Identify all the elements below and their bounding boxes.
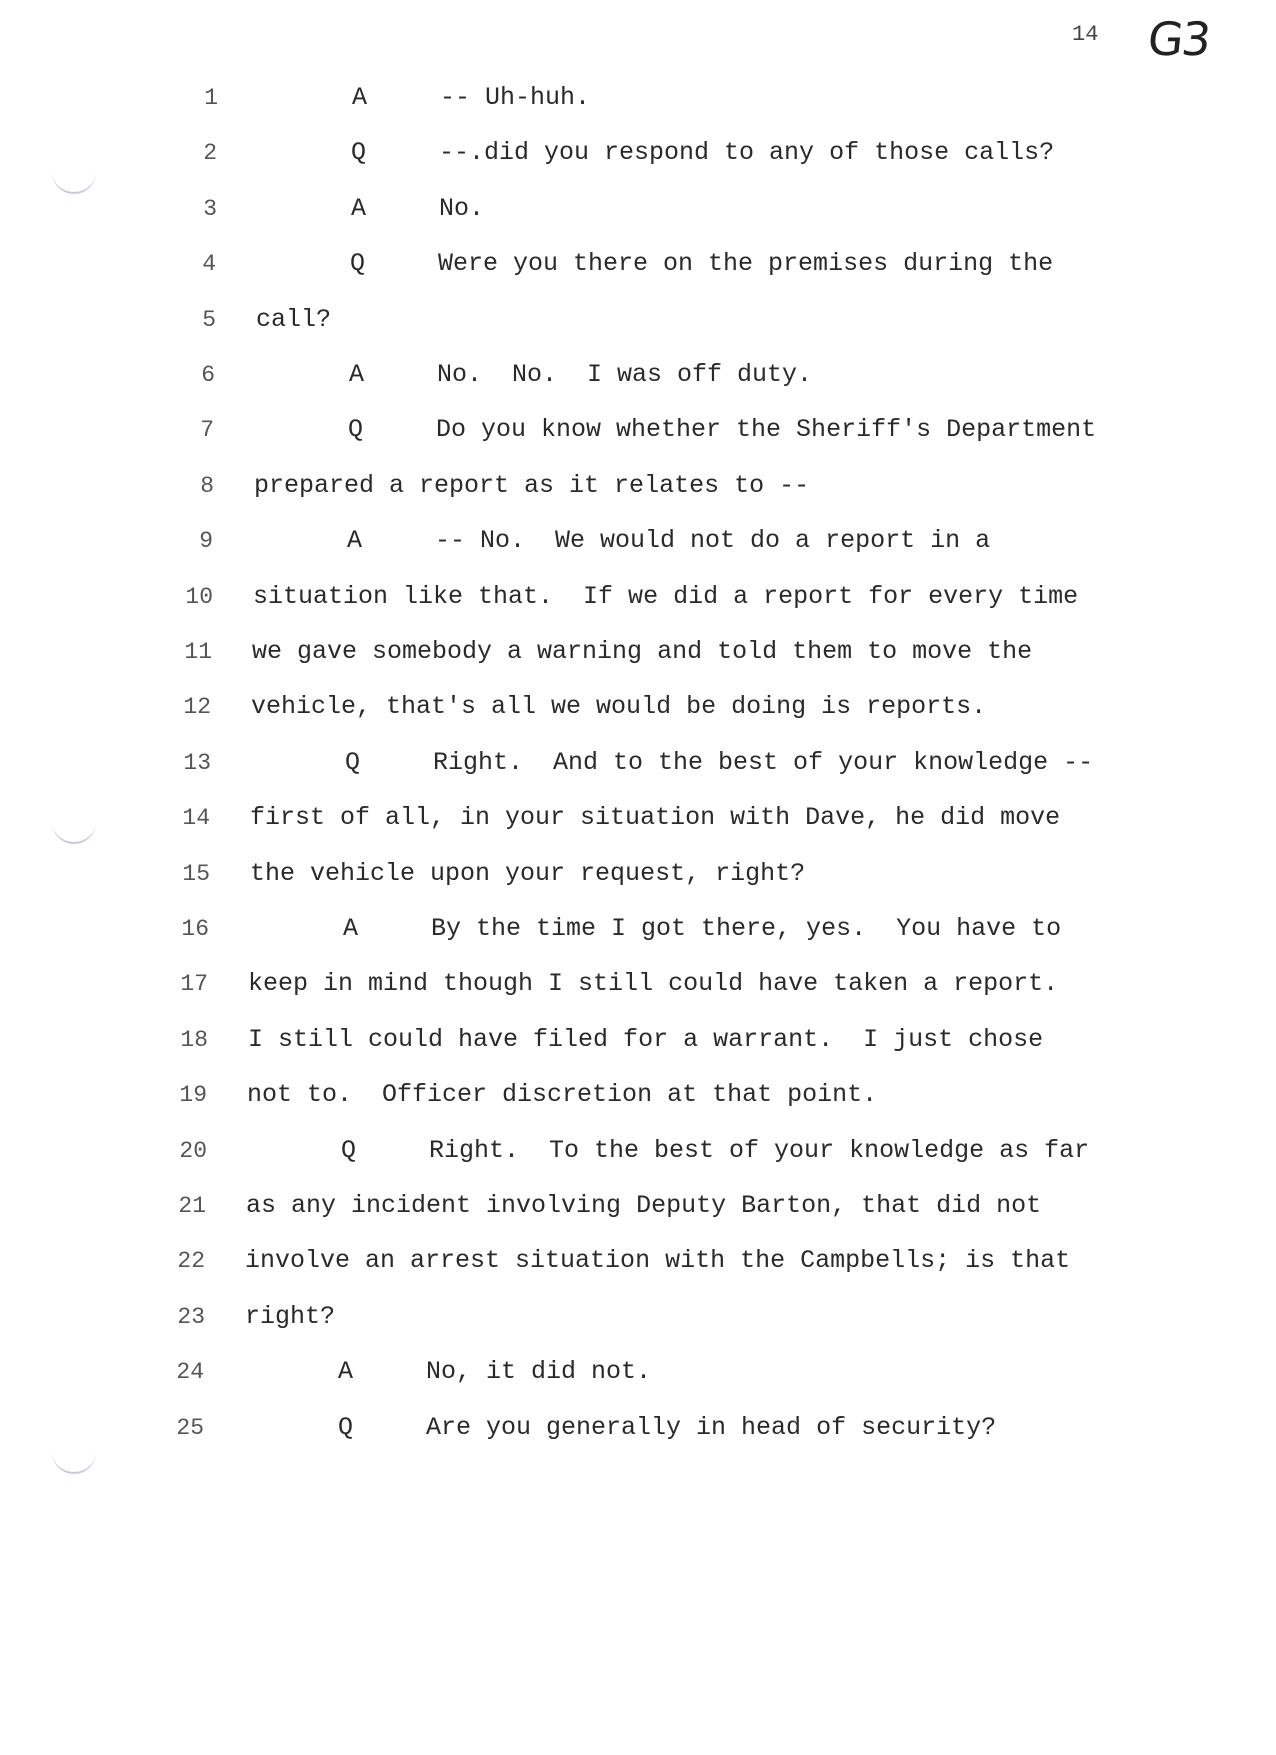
transcript-line (0, 355, 1276, 395)
line-text: No. (439, 193, 485, 223)
line-text: -- No. We would not do a report in a (435, 526, 991, 556)
line-text: prepared a report as it relates to -- (254, 470, 810, 500)
speaker-label: Q (341, 1135, 357, 1165)
transcript-line (0, 521, 1276, 561)
line-number: 6 (201, 362, 215, 388)
binder-hole-mark (52, 1450, 96, 1474)
line-number: 12 (183, 694, 211, 721)
transcript-line (0, 1408, 1276, 1448)
speaker-label: Q (351, 138, 367, 168)
speaker-label: A (349, 360, 365, 389)
line-text: By the time I got there, yes. You have to (431, 914, 1062, 943)
line-number: 13 (183, 749, 211, 776)
line-text: the vehicle upon your request, right? (250, 858, 806, 888)
transcript-line (0, 300, 1276, 340)
transcript-line (0, 133, 1276, 173)
line-text: as any incident involving Deputy Barton, that did not (246, 1191, 1042, 1220)
transcript-line (0, 1020, 1276, 1060)
transcript-line (0, 1352, 1276, 1392)
speaker-label: Q (345, 747, 361, 777)
line-text: involve an arrest situation with the Campbells; is that (245, 1246, 1071, 1276)
transcript-line (0, 854, 1276, 894)
line-number: 25 (176, 1414, 204, 1441)
speaker-label: Q (350, 249, 366, 279)
line-number: 4 (202, 251, 216, 278)
line-text: Are you generally in head of security? (426, 1412, 997, 1442)
line-text: first of all, in your situation with Dave, he did move (250, 803, 1061, 833)
transcript-line (0, 189, 1276, 229)
line-number: 10 (185, 583, 213, 610)
line-number: 24 (176, 1359, 204, 1386)
line-number: 22 (177, 1248, 205, 1275)
line-number: 23 (177, 1303, 205, 1330)
transcript-line (0, 909, 1276, 949)
handwritten-page-mark: G3 (1145, 12, 1212, 66)
line-number: 11 (184, 639, 212, 665)
transcript-line (0, 1075, 1276, 1115)
transcript-line (0, 244, 1276, 284)
line-number: 5 (202, 306, 216, 333)
transcript-line (0, 632, 1276, 672)
line-number: 7 (200, 417, 214, 444)
transcript-line (0, 798, 1276, 838)
line-text: No, it did not. (426, 1357, 652, 1387)
line-number: 16 (181, 916, 209, 942)
speaker-label: A (347, 526, 363, 556)
line-number: 2 (203, 140, 217, 167)
line-number: 3 (203, 195, 217, 222)
line-text: I still could have filed for a warrant. I just chose (248, 1024, 1044, 1054)
line-text: keep in mind though I still could have taken a report. (248, 969, 1059, 999)
page-number: 14 (1072, 22, 1099, 47)
line-number: 15 (182, 860, 210, 887)
line-text: Right. To the best of your knowledge as far (429, 1135, 1090, 1165)
speaker-label: Q (338, 1412, 354, 1442)
line-number: 17 (180, 971, 208, 998)
line-text: --.did you respond to any of those calls? (439, 138, 1055, 168)
line-text: Do you know whether the Sheriff's Department (436, 415, 1097, 445)
transcript-line (0, 466, 1276, 506)
line-number: 19 (179, 1082, 207, 1109)
transcript-line (0, 410, 1276, 450)
speaker-label: A (338, 1357, 354, 1387)
line-text: we gave somebody a warning and told them to move the (252, 637, 1033, 666)
line-text: -- Uh-huh. (440, 83, 591, 112)
transcript-line (0, 1241, 1276, 1281)
line-text: No. No. I was off duty. (437, 360, 813, 389)
transcript-line (0, 1186, 1276, 1226)
transcript-line (0, 687, 1276, 727)
transcript-line (0, 964, 1276, 1004)
line-number: 9 (199, 528, 213, 555)
line-number: 21 (178, 1193, 206, 1219)
transcript-line (0, 577, 1276, 617)
transcript-line (0, 1131, 1276, 1171)
line-text: vehicle, that's all we would be doing is reports. (251, 692, 987, 722)
line-number: 1 (204, 85, 218, 111)
speaker-label: A (351, 193, 367, 223)
line-number: 20 (179, 1137, 207, 1164)
transcript-line (0, 1297, 1276, 1337)
transcript-line (0, 78, 1276, 118)
speaker-label: A (343, 914, 359, 943)
line-text: not to. Officer discretion at that point. (247, 1080, 878, 1110)
line-text: Were you there on the premises during the (438, 249, 1054, 279)
speaker-label: A (352, 83, 368, 112)
line-text: situation like that. If we did a report for every time (253, 581, 1079, 611)
line-number: 8 (200, 472, 214, 499)
line-number: 14 (182, 805, 210, 832)
speaker-label: Q (348, 415, 364, 445)
line-text: right? (245, 1301, 336, 1331)
line-text: Right. And to the best of your knowledge -- (433, 747, 1094, 777)
line-number: 18 (180, 1026, 208, 1053)
transcript-line (0, 743, 1276, 783)
line-text: call? (256, 304, 332, 334)
